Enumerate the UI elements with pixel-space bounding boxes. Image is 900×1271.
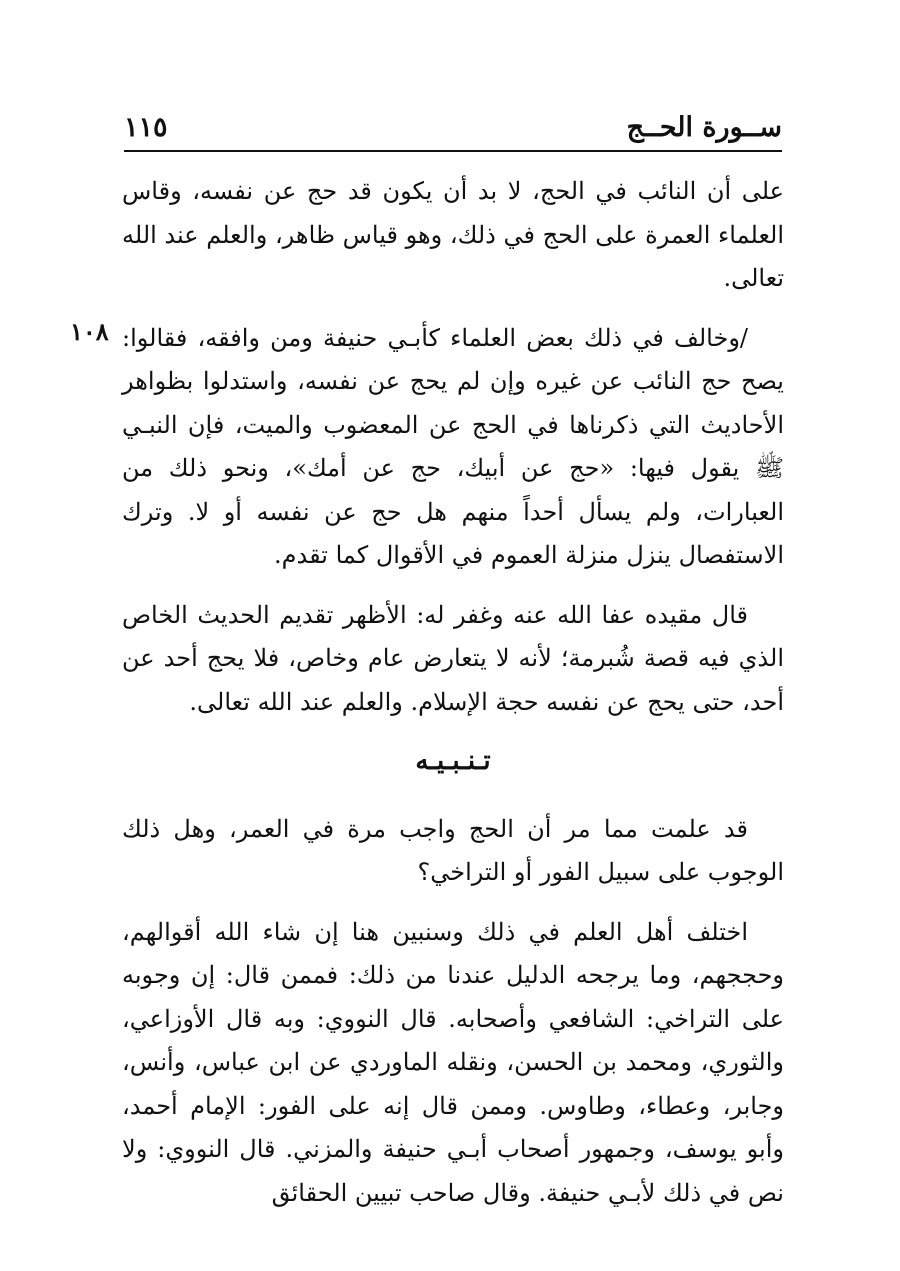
page-body [122, 170, 784, 1231]
paragraph-4: قد علمت مما مر أن الحج واجب مرة في العمر، وهل ذلك الوجوب على سبيل الفور أو التراخي؟ [122, 814, 784, 886]
paragraph-2: /وخالف في ذلك بعض العلماء كأبـي حنيفة ومن وافقه، فقالوا: يصح حج النائب عن غيره وإن لم يحج عن نفسه، واستدلوا بظواهر الأحاديث التي ذكرناها في الحج عن المعضوب والميت، فإن النبـي ﷺ يقول فيها: «حج عن أبيك، حج عن أمك»، ونحو ذلك من العبارات، ولم يسأل أحداً منهم هل حج عن نفسه أو لا. وترك الاستفصال ينزل منزلة العموم في الأقوال كما تقدم. [122, 323, 784, 569]
paragraph-3: قال مقيده عفا الله عنه وغفر له: الأظهر تقديم الحديث الخاص الذي فيه قصة شُبرمة؛ لأنه لا يتعارض عام وخاص، فلا يحج أحد عن أحد، حتى يحج عن نفسه حجة الإسلام. والعلم عند الله تعالى. [122, 600, 784, 716]
page-number: ١١٥ [124, 112, 168, 143]
header-rule [124, 150, 782, 152]
page-header [124, 112, 782, 152]
paragraph-1: على أن النائب في الحج، لا بد أن يكون قد حج عن نفسه، وقاس العلماء العمرة على الحج في ذلك، وهو قياس ظاهر، والعلم عند الله تعالى. [122, 177, 784, 292]
margin-page-reference: ١٠٨ [70, 317, 109, 346]
paragraph-5: اختلف أهل العلم في ذلك وسنبين هنا إن شاء الله أقوالهم، وحججهم، وما يرجحه الدليل عندنا من ذلك: فممن قال: إن وجوبه على التراخي: الشافعي وأصحابه. قال النووي: وبه قال الأوزاعي، والثوري، ومحمد بن الحسن، ونقله الماوردي عن ابن عباس، وأنس، وجابر، وعطاء، وطاوس. وممن قال إنه على الفور: الإمام أحمد، وأبو يوسف، وجمهور أصحاب أبـي حنيفة والمزني. قال النووي: ولا نص في ذلك لأبـي حنيفة. وقال صاحب تبيين الحقائق [122, 917, 784, 1207]
surah-title: ســورة الحــج [626, 112, 782, 143]
section-heading: تـنـبـيـه [415, 746, 491, 776]
